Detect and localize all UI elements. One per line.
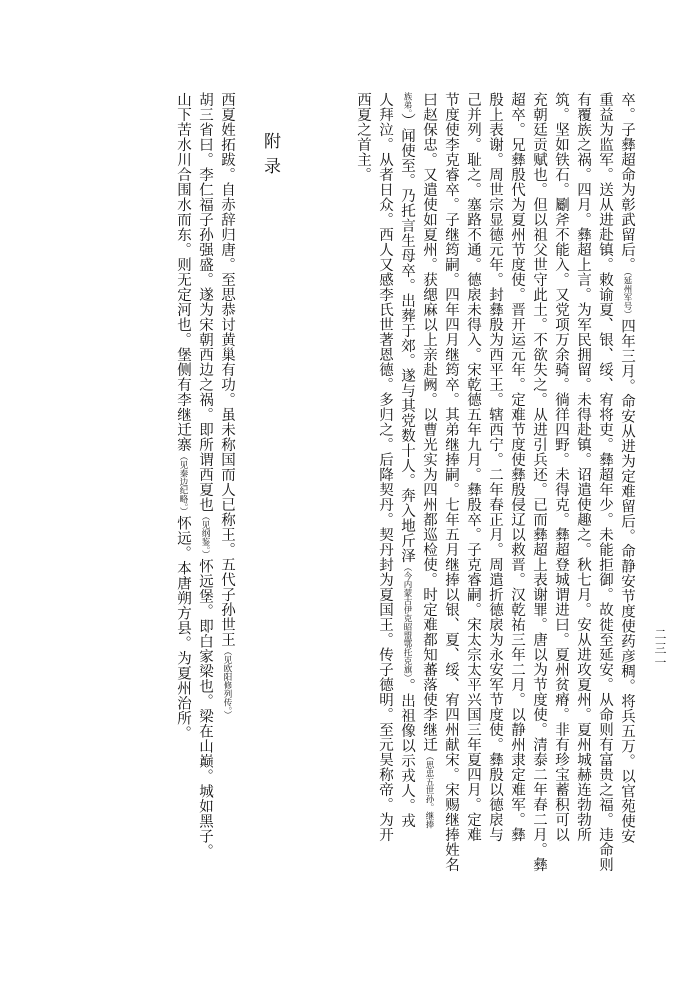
inline-note: （思忠五世孙。继捧 <box>424 752 434 829</box>
appendix-column-1: 西夏姓拓跋。自赤辞归唐。至思恭讨黄巢有功。虽未称国而人已称王。五代子孙世王（见欧阳修列传。） <box>219 92 235 720</box>
text-column-2: 重益为监军。送从进赴镇。敕谕夏、银、绥、宥将吏。彝超年少。未能拒御。故徙至延安。从命则有富贵之福。违命则 <box>597 92 613 872</box>
page-number: 二三一 <box>653 628 667 670</box>
text-column-10: 曰赵保忠。又遣使如夏州。获缌麻以上亲赴阙。以曹光实为四州都巡检使。时定难都知蕃落使李继迁（思忠五世孙。继捧 <box>421 92 437 829</box>
inline-note: （见欧阳修列传。） <box>222 647 232 720</box>
text-column-5: 充朝廷贡赋也。但以祖父世守此土。不欲失之。从进引兵还。已而彝超上表谢罪。唐以为节度使。清泰二年春二月。彝 <box>531 92 547 872</box>
text-column-7: 殷上表谢。周世宗显德元年。封彝殷为西平王。辖西宁。二年春正月。周遣折德扆为永安军节度使。彝殷以德扆与 <box>487 92 503 842</box>
text-column-9: 节度使李克睿卒。子继筠嗣。四年四月继筠卒。其弟继捧嗣。七年五月继捧以银、夏、绥、宥四州献宋。宋赐继捧姓名 <box>443 92 459 872</box>
inline-note: （见纲鉴。） <box>200 512 210 559</box>
text-column-1: 卒。子彝超命为彰武留后。（延州军号）四年三月。命安从进为定难留后。命静安节度使药彦稠。将兵五万。以官苑使安 <box>619 92 635 844</box>
appendix-column-2: 胡三省曰。李仁福子孙强盛。遂为宋朝西边之祸。即所谓西夏也（见纲鉴。）怀远堡。即白家梁也。梁在山巅。城如黑子。 <box>197 92 213 859</box>
text-column-13: 西夏之首主。 <box>355 92 371 182</box>
inline-note: （见秦边纪略。） <box>178 452 188 516</box>
appendix-heading: 附录 <box>260 132 280 182</box>
inline-note: （延州军号） <box>622 272 632 319</box>
text-column-8: 己并列。耻之。塞路不通。德扆未得入。宋乾德五年九月。彝殷卒。子克睿嗣。宋太宗太平兴国三年夏四月。定难 <box>465 92 481 842</box>
text-column-12: 人拜泣。从者日众。西人又感李氏世著恩德。多归之。后降契丹。契丹封为夏国王。传子德明。至元昊称帝。为开 <box>377 92 393 842</box>
text-column-3: 有覆族之祸。四月。彝超上言。为军民拥留。未得赴镇。诏遣使趣之。秋七月。安从进攻夏州。夏州城赫连勃勃所 <box>575 92 591 842</box>
inline-note: 族弟。 <box>402 92 412 114</box>
text-column-6: 超卒。兄彝殷代为夏州节度使。晋开运元年。定难节度使彝殷侵辽以救晋。汉乾祐三年二月。以静州隶定难军。彝 <box>509 92 525 842</box>
appendix-column-3: 山下苦水川合围水而东。则无定河也。堡侧有李继迁寨（见秦边纪略。）怀远。本唐朔方县。为夏州治所。 <box>175 92 191 741</box>
text-column-4: 筑。坚如铁石。劚斧不能入。又党项万余骑。徜徉四野。未得克。彝超登城谓进曰。夏州贫瘠。非有珍宝蓄积可以 <box>553 92 569 842</box>
text-column-11: 族弟。）闻使至。乃托言生母卒。出葬于郊。遂与其党数十人。奔入地斤泽（今内蒙古伊克昭盟鄂托克旗）。出祖像以示戎人。戎 <box>399 92 415 828</box>
inline-note: （今内蒙古伊克昭盟鄂托克旗） <box>402 563 412 678</box>
